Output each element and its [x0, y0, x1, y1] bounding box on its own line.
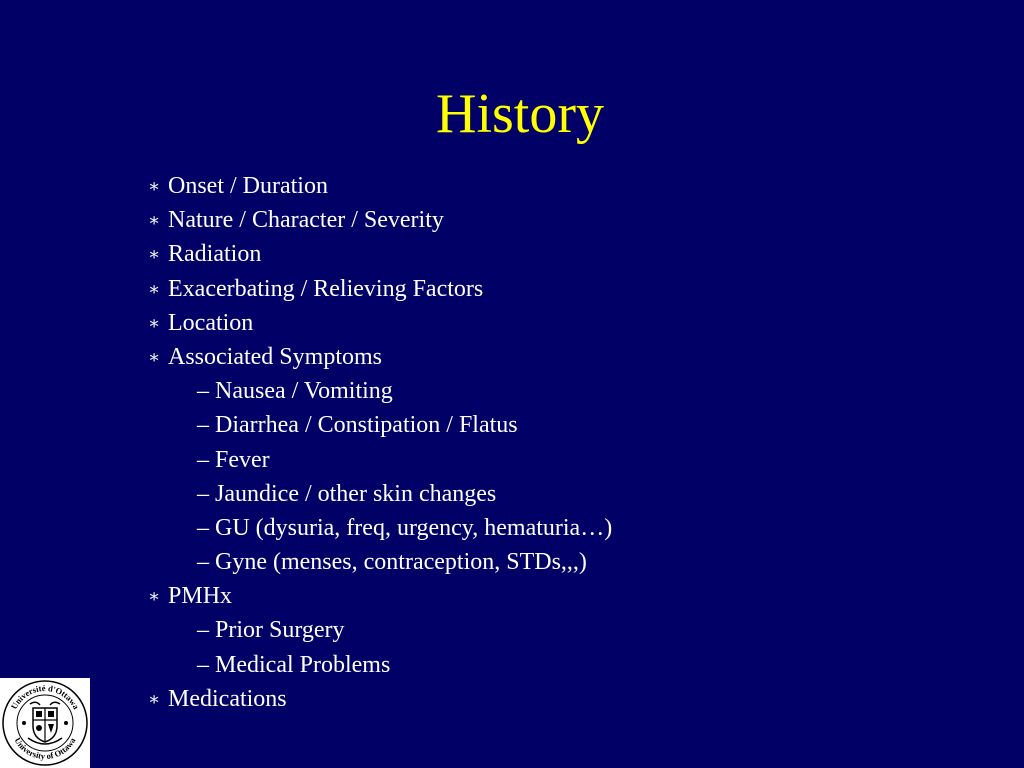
bullet-marker: ∗ — [148, 278, 161, 299]
bullet-marker: ∗ — [148, 244, 161, 265]
dash-marker: – — [197, 480, 209, 507]
bullet-text: Medications — [168, 685, 287, 712]
bullet-text: Associated Symptoms — [168, 343, 382, 370]
bullet-item — [148, 306, 612, 340]
bullet-item — [148, 579, 612, 613]
sub-bullet-text: Gyne (menses, contraception, STDs,,,) — [215, 549, 587, 576]
bullet-text: Nature / Character / Severity — [168, 207, 444, 234]
dash-marker: – — [197, 378, 209, 405]
sub-bullet-item — [148, 511, 612, 545]
bullet-marker: ∗ — [148, 312, 161, 333]
sub-bullet-item — [148, 443, 612, 477]
sub-bullet-text: Fever — [215, 446, 270, 473]
sub-bullet-item — [148, 374, 612, 408]
bullet-item — [148, 237, 612, 271]
bullet-item — [148, 272, 612, 306]
bullet-item — [148, 203, 612, 237]
dash-marker: – — [197, 617, 209, 644]
sub-bullet-item — [148, 648, 612, 682]
dash-marker: – — [197, 446, 209, 473]
dash-marker: – — [197, 549, 209, 576]
sub-bullet-text: GU (dysuria, freq, urgency, hematuria…) — [215, 514, 613, 541]
bullet-list — [148, 169, 612, 716]
bullet-marker: ∗ — [148, 346, 161, 367]
sub-bullet-item — [148, 408, 612, 442]
slide-title: History — [436, 83, 604, 145]
sub-bullet-text: Jaundice / other skin changes — [215, 480, 497, 507]
sub-bullet-text: Diarrhea / Constipation / Flatus — [215, 412, 518, 439]
bullet-text: Onset / Duration — [168, 173, 328, 199]
bullet-marker: ∗ — [148, 586, 161, 607]
bullet-marker: ∗ — [148, 210, 161, 231]
bullet-text: Radiation — [168, 241, 262, 268]
sub-bullet-text: Prior Surgery — [215, 617, 345, 644]
seal-text-bottom: University of Ottawa — [12, 735, 78, 762]
dash-marker: – — [197, 514, 209, 541]
university-of-ottawa-seal-icon — [0, 678, 90, 768]
seal-text-top: Université d'Ottawa — [8, 682, 82, 711]
sub-bullet-text: Nausea / Vomiting — [215, 378, 393, 405]
sub-bullet-item — [148, 613, 612, 647]
sub-bullet-item — [148, 545, 612, 579]
bullet-item — [148, 682, 612, 716]
bullet-text: Exacerbating / Relieving Factors — [168, 275, 484, 302]
bullet-marker: ∗ — [148, 688, 161, 709]
seal-graphic — [0, 678, 90, 768]
bullet-text: PMHx — [168, 583, 233, 610]
bullet-item — [148, 169, 612, 203]
sub-bullet-item — [148, 477, 612, 511]
bullet-marker: ∗ — [148, 176, 161, 196]
bullet-text: Location — [168, 309, 254, 336]
dash-marker: – — [197, 412, 209, 439]
dash-marker: – — [197, 651, 209, 678]
sub-bullet-text: Medical Problems — [215, 651, 391, 678]
bullet-item — [148, 340, 612, 374]
